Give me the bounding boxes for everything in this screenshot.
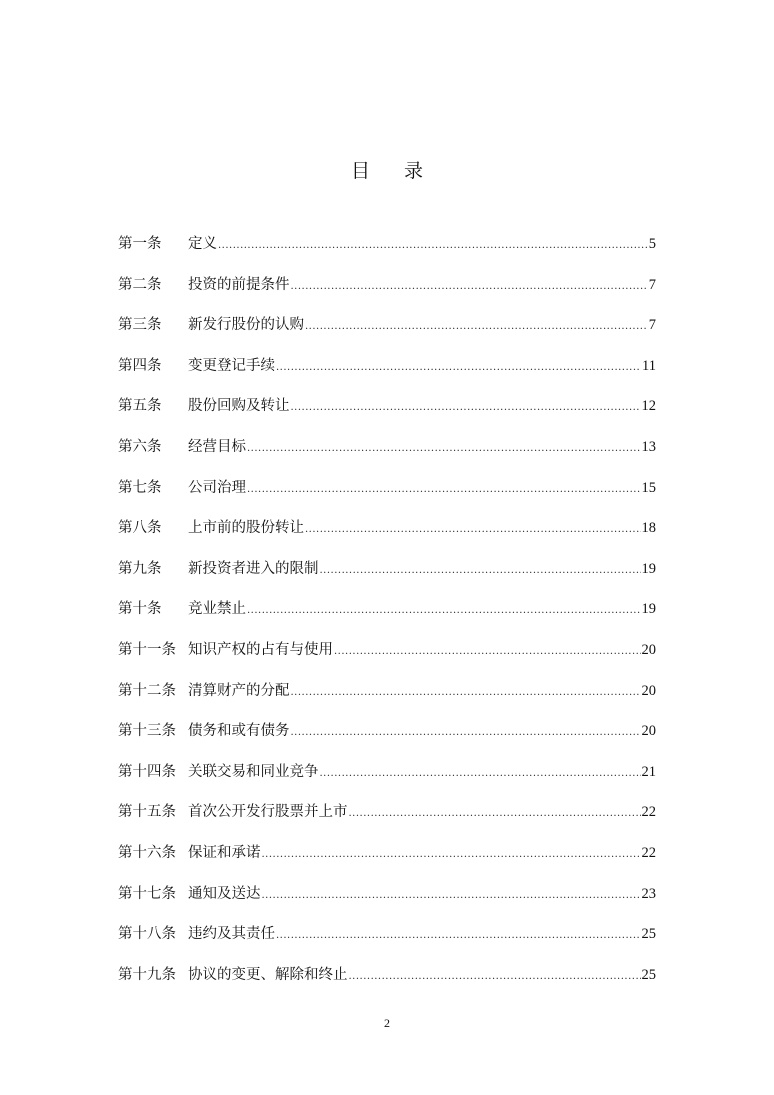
toc-entry-title: 清算财产的分配	[188, 682, 290, 699]
toc-entry-page: 25	[641, 966, 656, 983]
toc-entry[interactable]	[118, 677, 656, 718]
toc-dot-leader	[349, 963, 641, 991]
toc-entry-page: 7	[648, 276, 656, 293]
toc-entry-page: 21	[641, 763, 656, 780]
toc-entry-number: 第十三条	[118, 723, 176, 740]
toc-entry-title: 关联交易和同业竞争	[188, 763, 319, 780]
toc-entry[interactable]	[118, 311, 656, 352]
toc-entry-title: 定义	[188, 236, 217, 252]
toc-entry-title: 新投资者进入的限制	[188, 560, 319, 577]
toc-dot-leader	[218, 232, 648, 260]
toc-entry-number: 第十六条	[118, 844, 176, 861]
toc-entry[interactable]	[118, 230, 656, 271]
toc-entry-title: 经营目标	[188, 438, 246, 455]
toc-entry-number: 第九条	[118, 560, 162, 577]
toc-entry-title: 股份回购及转让	[188, 398, 290, 415]
table-of-contents	[118, 230, 656, 1001]
toc-entry-page: 12	[641, 398, 656, 415]
toc-entry-title: 变更登记手续	[188, 357, 275, 374]
toc-entry-number: 第十七条	[118, 885, 176, 902]
toc-entry[interactable]	[118, 392, 656, 433]
toc-entry-page: 23	[641, 885, 656, 902]
toc-entry-number: 第十九条	[118, 966, 176, 983]
toc-entry-title: 违约及其责任	[188, 926, 275, 943]
toc-entry[interactable]	[118, 920, 656, 961]
toc-entry-number: 第十八条	[118, 926, 176, 943]
toc-dot-leader	[276, 922, 641, 950]
toc-dot-leader	[276, 354, 641, 382]
toc-entry-title: 通知及送达	[188, 885, 261, 902]
toc-entry-title: 首次公开发行股票并上市	[188, 804, 348, 821]
toc-entry[interactable]	[118, 514, 656, 555]
toc-entry-number: 第三条	[118, 317, 162, 334]
toc-entry-title: 债务和或有债务	[188, 723, 290, 740]
toc-entry[interactable]	[118, 271, 656, 312]
toc-dot-leader	[320, 557, 641, 585]
toc-entry-number: 第十四条	[118, 763, 176, 780]
toc-entry-title: 协议的变更、解除和终止	[188, 966, 348, 983]
toc-entry[interactable]	[118, 555, 656, 596]
toc-entry-number: 第十五条	[118, 804, 176, 821]
toc-entry-page: 18	[641, 520, 656, 537]
toc-entry-page: 7	[648, 317, 656, 334]
toc-dot-leader	[262, 841, 641, 869]
toc-entry[interactable]	[118, 433, 656, 474]
toc-dot-leader	[305, 516, 641, 544]
toc-dot-leader	[247, 597, 641, 625]
toc-entry-page: 22	[641, 844, 656, 861]
toc-entry-page: 20	[641, 682, 656, 699]
toc-dot-leader	[247, 476, 641, 504]
toc-entry-number: 第八条	[118, 520, 162, 537]
toc-dot-leader	[291, 679, 641, 707]
toc-entry-page: 11	[642, 357, 656, 374]
toc-entry-page: 19	[641, 601, 656, 618]
toc-entry-number: 第十条	[118, 601, 162, 618]
toc-entry-page: 20	[641, 723, 656, 740]
toc-entry-page: 5	[648, 236, 656, 252]
toc-entry-number: 第七条	[118, 479, 162, 496]
toc-entry-title: 公司治理	[188, 479, 246, 496]
page-number: 2	[384, 1016, 390, 1030]
toc-entry-page: 13	[641, 438, 656, 455]
toc-entry-page: 20	[641, 641, 656, 658]
toc-entry[interactable]	[118, 717, 656, 758]
toc-entry[interactable]	[118, 636, 656, 677]
toc-dot-leader	[291, 719, 641, 747]
toc-entry-title: 投资的前提条件	[188, 276, 290, 293]
toc-entry[interactable]	[118, 474, 656, 515]
toc-entry-title: 上市前的股份转让	[188, 520, 304, 537]
toc-entry-page: 19	[641, 560, 656, 577]
toc-entry[interactable]	[118, 961, 656, 1002]
toc-dot-leader	[247, 435, 641, 463]
toc-entry[interactable]	[118, 880, 656, 921]
toc-entry-page: 15	[641, 479, 656, 496]
toc-dot-leader	[291, 394, 641, 422]
toc-dot-leader	[349, 800, 641, 828]
toc-entry[interactable]	[118, 352, 656, 393]
toc-entry-page: 22	[641, 804, 656, 821]
toc-entry-number: 第二条	[118, 276, 162, 293]
toc-entry-title: 竞业禁止	[188, 601, 246, 618]
toc-entry-title: 知识产权的占有与使用	[188, 641, 333, 658]
toc-entry-page: 25	[641, 926, 656, 943]
toc-entry[interactable]	[118, 839, 656, 880]
toc-dot-leader	[262, 882, 641, 910]
toc-dot-leader	[334, 638, 641, 666]
toc-dot-leader	[320, 760, 641, 788]
toc-entry-number: 第十二条	[118, 682, 176, 699]
toc-entry[interactable]	[118, 595, 656, 636]
toc-dot-leader	[305, 313, 648, 341]
toc-entry-number: 第十一条	[118, 641, 176, 658]
toc-dot-leader	[291, 273, 648, 301]
toc-entry[interactable]	[118, 758, 656, 799]
toc-entry-number: 第六条	[118, 438, 162, 455]
toc-entry-number: 第一条	[118, 236, 162, 252]
toc-entry-title: 保证和承诺	[188, 844, 261, 861]
toc-entry-title: 新发行股份的认购	[188, 317, 304, 334]
toc-entry[interactable]	[118, 798, 656, 839]
toc-entry-number: 第四条	[118, 357, 162, 374]
toc-entry-number: 第五条	[118, 398, 162, 415]
page-title: 目 录	[350, 160, 438, 182]
